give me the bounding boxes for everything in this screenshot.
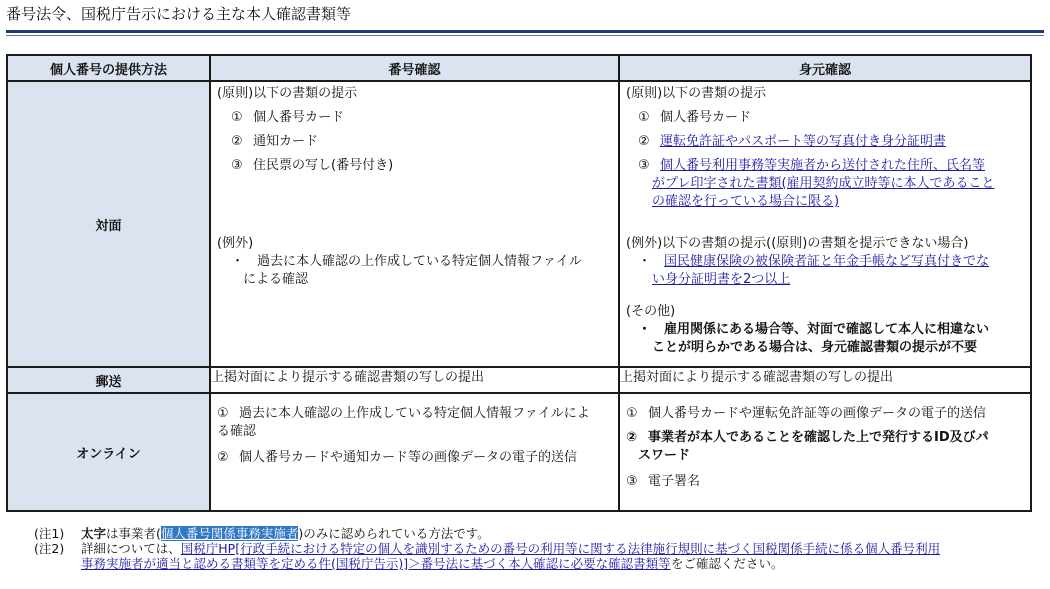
- other-text: ことが明らかである場合は、身元確認書類の提示が不要: [652, 340, 978, 355]
- note-2: (注2) 詳細については、国税庁HP[行政手続における特定の個人を識別するための番号の利用等に関する法律施行規則に基づく国税関係手続に係る個人番号利用: [34, 541, 941, 556]
- list-item-cont: スワード: [638, 448, 691, 463]
- business-operator-link[interactable]: 個人番号関係事務実施者: [160, 526, 299, 541]
- list-item: ② 通知カード: [231, 134, 319, 149]
- cell-online-identity: [619, 393, 1031, 511]
- other-heading: (その他): [626, 304, 676, 319]
- note-tag: (注1): [34, 526, 65, 541]
- nta-notice-link[interactable]: 国税庁HP[行政手続における特定の個人を識別するための番号の利用等に関する法律施行規則に基づく国税関係手続に係る個人番号利用: [180, 541, 941, 556]
- preprinted-doc-link[interactable]: 個人番号利用事務等実施者から送付された住所、氏名等: [660, 158, 986, 173]
- list-item-cont: [652, 193, 839, 211]
- note-2-cont: 事務実施者が適当と認める書類等を定める件(国税庁告示)]＞番号法に基づく本人確認に必要な確認書類等 をご確認ください。: [81, 556, 784, 571]
- list-item: ③ 住民票の写し(番号付き): [231, 158, 394, 173]
- intro-text: (原則)以下の書類の提示: [217, 86, 358, 101]
- cell-online-number: [210, 393, 619, 511]
- table-row: [7, 81, 1031, 367]
- row-label-mail: 郵送: [7, 367, 210, 393]
- row-label-online: オンライン: [7, 393, 210, 511]
- list-item: ② 個人番号カードや通知カード等の画像データの電子的送信: [217, 450, 578, 465]
- cell-mail-number: 上掲対面により提示する確認書類の写しの提出: [210, 367, 619, 393]
- bold-word: 太字: [81, 526, 107, 541]
- preprinted-doc-link[interactable]: の確認を行っている場合に限る): [652, 194, 840, 209]
- note-1: (注1) 太字は事業者(個人番号関係事務実施者)のみに認められている方法です。: [34, 526, 490, 541]
- list-item: ① 個人番号カード: [638, 110, 752, 125]
- photo-id-link[interactable]: 運転免許証やパスポート等の写真付き身分証明書: [660, 134, 947, 149]
- exception-heading: (例外)以下の書類の提示((原則)の書類を提示できない場合): [626, 236, 969, 251]
- exception-heading: (例外): [217, 236, 254, 251]
- title-rule-thin: [6, 35, 1044, 36]
- non-photo-id-link[interactable]: 国民健康保険の被保険者証と年金手帳など写真付きでな: [664, 254, 990, 269]
- page-title: 番号法令、国税庁告示における主な本人確認書類等: [6, 5, 352, 23]
- bullet: ・: [638, 254, 652, 269]
- preprinted-doc-link[interactable]: がプレ印字された書類(雇用契約成立時等に本人であること: [652, 176, 995, 191]
- other-text: 雇用関係にある場合等、対面で確認して本人に相違ない: [664, 322, 990, 337]
- list-item-cont: る確認: [217, 424, 257, 439]
- non-photo-id-link[interactable]: い身分証明書を2つ以上: [652, 272, 791, 287]
- header-identity-check: 身元確認: [619, 55, 1031, 81]
- list-item: ③ 電子署名: [626, 474, 701, 489]
- list-item: ③ 個人番号利用事務等実施者から送付された住所、氏名等: [638, 158, 986, 173]
- intro-text: (原則)以下の書類の提示: [626, 86, 767, 101]
- id-documents-table: [6, 54, 1032, 512]
- exception-text: [664, 253, 989, 271]
- row-label-face-to-face: 対面: [7, 81, 210, 367]
- table-row: [7, 393, 1031, 511]
- note-tag: (注2): [34, 541, 65, 556]
- table-row: [7, 367, 1031, 393]
- cell-face-identity: [619, 81, 1031, 367]
- exception-text: [652, 271, 790, 289]
- list-item: ① 過去に本人確認の上作成している特定個人情報ファイルによ: [217, 406, 590, 421]
- list-item: ② 事業者が本人であることを確認した上で発行するID及びパ: [626, 430, 989, 445]
- list-item: ② 運転免許証やパスポート等の写真付き身分証明書: [638, 134, 947, 149]
- list-item-cont: [652, 175, 995, 193]
- title-rule: [6, 30, 1044, 33]
- bullet: ・: [638, 322, 652, 337]
- list-item: ① 個人番号カードや運転免許証等の画像データの電子的送信: [626, 406, 987, 421]
- header-method: 個人番号の提供方法: [7, 55, 210, 81]
- cell-face-number: [210, 81, 619, 367]
- nta-notice-link[interactable]: 事務実施者が適当と認める書類等を定める件(国税庁告示)]＞番号法に基づく本人確認に必要な確認書類等: [81, 556, 671, 571]
- footnotes: [34, 526, 1046, 571]
- exception-text: による確認: [243, 272, 309, 287]
- cell-mail-identity: 上掲対面により提示する確認書類の写しの提出: [619, 367, 1031, 393]
- exception-text: 過去に本人確認の上作成している特定個人情報ファイル: [257, 254, 582, 269]
- bullet: ・: [231, 254, 245, 269]
- table-header-row: [7, 55, 1031, 81]
- list-item: ① 個人番号カード: [231, 110, 345, 125]
- header-number-check: 番号確認: [210, 55, 619, 81]
